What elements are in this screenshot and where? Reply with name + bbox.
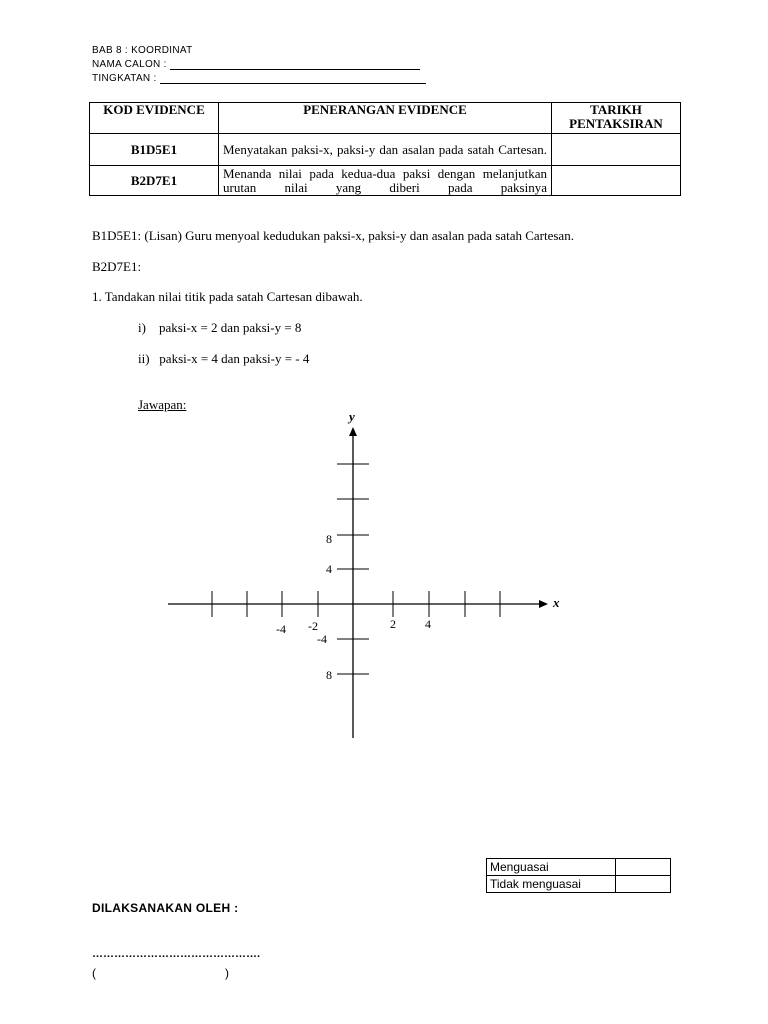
candidate-name-row <box>92 59 420 70</box>
x-tick-label: 4 <box>425 617 431 631</box>
name-close-paren: ) <box>225 966 229 980</box>
x-tick-label: 2 <box>390 617 396 631</box>
evidence-code: B1D5E1 <box>90 134 219 166</box>
y-tick-label: -4 <box>317 632 327 646</box>
evidence-description: Menanda nilai pada kedua-dua paksi dengan melanjutkan urutan nilai yang diberi pada paksinya <box>219 166 552 196</box>
y-tick-label: 8 <box>326 532 332 546</box>
evidence-table <box>89 102 681 196</box>
evidence-code: B2D7E1 <box>90 166 219 196</box>
col-header-code: KOD EVIDENCE <box>90 103 219 134</box>
col-header-date: TARIKH PENTAKSIRAN <box>552 103 681 134</box>
col-header-description: PENERANGAN EVIDENCE <box>219 103 552 134</box>
x-axis-label: x <box>553 595 560 610</box>
y-axis-label: y <box>349 409 355 424</box>
mastery-table <box>486 858 671 893</box>
name-open-paren: ( <box>92 966 96 980</box>
candidate-name-line[interactable] <box>170 60 420 70</box>
mastery-label: Tidak menguasai <box>487 876 616 893</box>
b2-heading: B2D7E1: <box>92 259 142 274</box>
x-axis-arrow <box>539 600 548 608</box>
form-level-row <box>92 73 426 84</box>
evidence-date-cell[interactable] <box>552 166 681 196</box>
table-row <box>487 859 671 876</box>
answer-label: Jawapan: <box>138 397 187 412</box>
y-axis-arrow <box>349 427 357 436</box>
cartesian-plane[interactable] <box>160 405 580 745</box>
table-row <box>90 166 681 196</box>
mastery-label: Menguasai <box>487 859 616 876</box>
mastery-checkbox[interactable] <box>616 859 671 876</box>
y-tick-label: 4 <box>326 562 332 576</box>
candidate-name-label: NAMA CALON : <box>92 59 167 70</box>
evidence-description: Menyatakan paksi-x, paksi-y dan asalan pada satah Cartesan. <box>219 134 552 166</box>
question-text: 1. Tandakan nilai titik pada satah Cartesan dibawah. <box>92 289 363 304</box>
table-row <box>487 876 671 893</box>
evidence-table-header <box>90 103 681 134</box>
chapter-title: BAB 8 : KOORDINAT <box>92 45 193 56</box>
b1-instruction: B1D5E1: (Lisan) Guru menyoal kedudukan paksi-x, paksi-y dan asalan pada satah Cartesan. <box>92 228 574 243</box>
signature-line[interactable]: ………………………………………. <box>92 948 261 960</box>
question-item-ii: ii) paksi-x = 4 dan paksi-y = - 4 <box>138 351 310 366</box>
y-tick-label: 8 <box>326 668 332 682</box>
evidence-date-cell[interactable] <box>552 134 681 166</box>
question-item-i: i) paksi-x = 2 dan paksi-y = 8 <box>138 320 302 335</box>
form-level-line[interactable] <box>160 74 426 84</box>
table-row <box>90 134 681 166</box>
done-by-label: DILAKSANAKAN OLEH : <box>92 901 239 915</box>
x-tick-label: -4 <box>276 622 286 636</box>
x-tick-label: -2 <box>308 619 318 633</box>
mastery-checkbox[interactable] <box>616 876 671 893</box>
form-level-label: TINGKATAN : <box>92 73 157 84</box>
